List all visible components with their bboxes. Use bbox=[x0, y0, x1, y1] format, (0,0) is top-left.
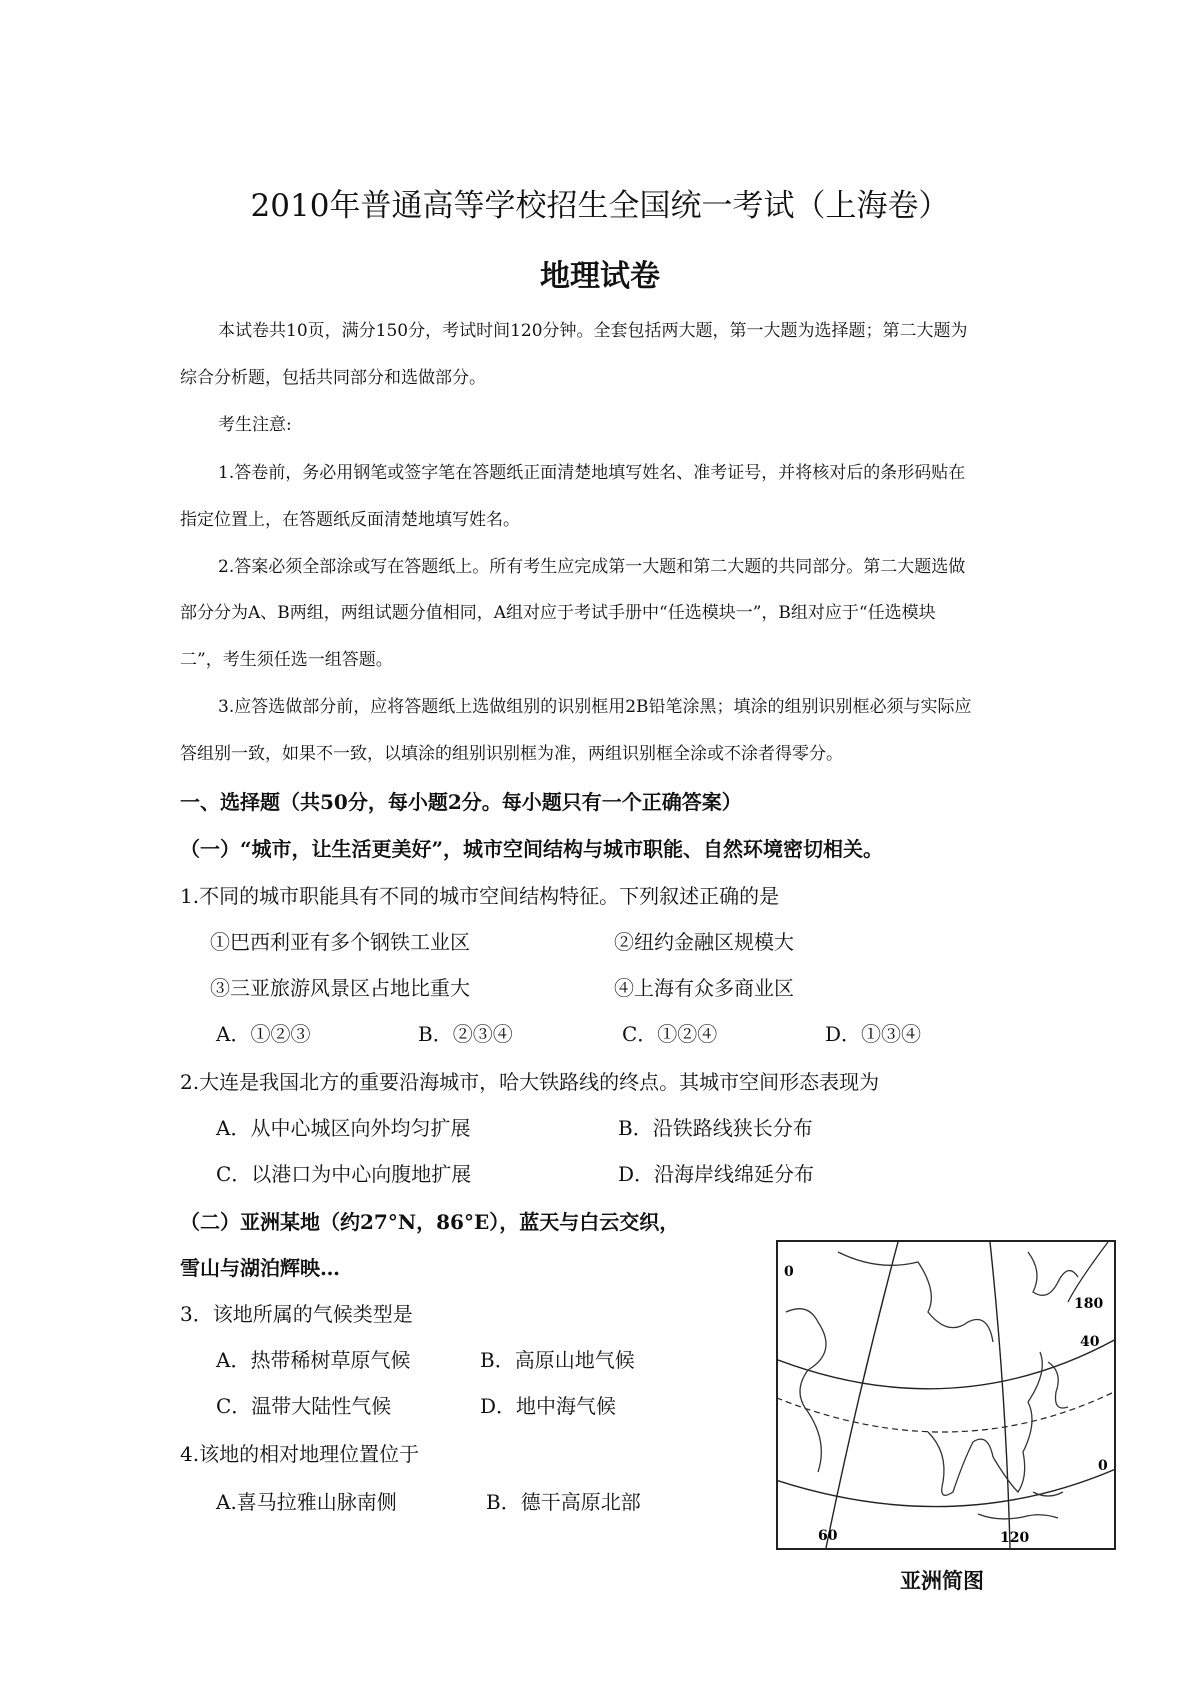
coastline bbox=[1028, 1252, 1078, 1295]
statement: ②纽约金融区规模大 bbox=[614, 930, 794, 954]
option-b: B．德干高原北部 bbox=[486, 1490, 641, 1514]
option-c: C．①②④ bbox=[622, 1022, 718, 1046]
question-stem: 2.大连是我国北方的重要沿海城市，哈大铁路线的终点。其城市空间形态表现为 bbox=[180, 1070, 880, 1094]
option-b: B．②③④ bbox=[418, 1022, 513, 1046]
asia-map bbox=[776, 1240, 1116, 1550]
option-d: D．沿海岸线绵延分布 bbox=[618, 1162, 815, 1186]
option-a: A.喜马拉雅山脉南侧 bbox=[216, 1490, 397, 1514]
notice-item: 答组别一致，如果不一致，以填涂的组别识别框为准，两组识别框全涂或不涂者得零分。 bbox=[180, 744, 843, 764]
question-stem: 4.该地的相对地理位置位于 bbox=[180, 1442, 420, 1466]
option-a: A．从中心城区向外均匀扩展 bbox=[216, 1116, 471, 1140]
notice-item: 1.答卷前，务必用钢笔或签字笔在答题纸正面清楚地填写姓名、准考证号，并将核对后的条形码贴在 bbox=[218, 463, 966, 483]
latitude-line bbox=[778, 1390, 1114, 1432]
map-caption: 亚洲简图 bbox=[900, 1569, 984, 1593]
option-b: B．沿铁路线狭长分布 bbox=[618, 1116, 813, 1140]
label-lon-180: 180 bbox=[1074, 1296, 1104, 1312]
label-lon-60: 60 bbox=[818, 1528, 838, 1544]
exam-title: 2010年普通高等学校招生全国统一考试（上海卷） bbox=[250, 188, 950, 224]
question-group-heading: （一）“城市，让生活更美好”，城市空间结构与城市职能、自然环境密切相关。 bbox=[180, 837, 884, 861]
coastline bbox=[928, 1432, 993, 1495]
notice-item: 部分分为A、B两组，两组试题分值相同，A组对应于考试手册中“任选模块一”，B组对应于“任选模块 bbox=[180, 603, 936, 623]
coastline bbox=[978, 1514, 1058, 1519]
label-lat-40: 40 bbox=[1080, 1334, 1100, 1350]
option-b: B．高原山地气候 bbox=[480, 1348, 635, 1372]
notice-title: 考生注意: bbox=[218, 415, 292, 435]
coastline bbox=[1048, 1362, 1068, 1408]
longitude-line bbox=[826, 1242, 898, 1548]
statement: ①巴西利亚有多个钢铁工业区 bbox=[210, 930, 470, 954]
statement: ③三亚旅游风景区占地比重大 bbox=[210, 976, 470, 1000]
asia-map-graphic bbox=[778, 1242, 1114, 1548]
option-d: D．①③④ bbox=[825, 1022, 922, 1046]
notice-item: 二”，考生须任选一组答题。 bbox=[180, 650, 393, 670]
intro-line: 本试卷共10页，满分150分，考试时间120分钟。全套包括两大题，第一大题为选择题；第二大题为 bbox=[218, 321, 968, 341]
latitude-line bbox=[778, 1338, 1114, 1389]
question-stem: 1.不同的城市职能具有不同的城市空间结构特征。下列叙述正确的是 bbox=[180, 884, 780, 908]
label-lat-0-right: 0 bbox=[1098, 1458, 1108, 1474]
notice-item: 2.答案必须全部涂或写在答题纸上。所有考生应完成第一大题和第二大题的共同部分。第二大题选做 bbox=[218, 557, 966, 577]
label-lon-120: 120 bbox=[1000, 1530, 1030, 1546]
option-c: C．温带大陆性气候 bbox=[216, 1394, 392, 1418]
notice-item: 3.应答选做部分前，应将答题纸上选做组别的识别框用2B铅笔涂黑；填涂的组别识别框必须与实际应 bbox=[218, 697, 972, 717]
equator-line bbox=[778, 1468, 1114, 1507]
question-stem: 3．该地所属的气候类型是 bbox=[180, 1302, 413, 1326]
statement: ④上海有众多商业区 bbox=[614, 976, 794, 1000]
notice-item: 指定位置上，在答题纸反面清楚地填写姓名。 bbox=[180, 510, 520, 530]
section-heading: 一、选择题（共50分，每小题2分。每小题只有一个正确答案） bbox=[180, 790, 742, 814]
label-lon-0-top: 0 bbox=[784, 1264, 794, 1280]
option-c: C．以港口为中心向腹地扩展 bbox=[216, 1162, 472, 1186]
question-group-heading: 雪山与湖泊辉映… bbox=[180, 1256, 340, 1280]
option-a: A．①②③ bbox=[216, 1022, 311, 1046]
coastline bbox=[786, 1309, 826, 1472]
exam-subtitle: 地理试卷 bbox=[540, 259, 660, 294]
coastline bbox=[838, 1252, 993, 1342]
option-d: D．地中海气候 bbox=[480, 1394, 617, 1418]
question-group-heading: （二）亚洲某地（约27°N，86°E），蓝天与白云交织， bbox=[180, 1210, 680, 1234]
option-a: A．热带稀树草原气候 bbox=[216, 1348, 411, 1372]
intro-line: 综合分析题，包括共同部分和选做部分。 bbox=[180, 368, 486, 388]
